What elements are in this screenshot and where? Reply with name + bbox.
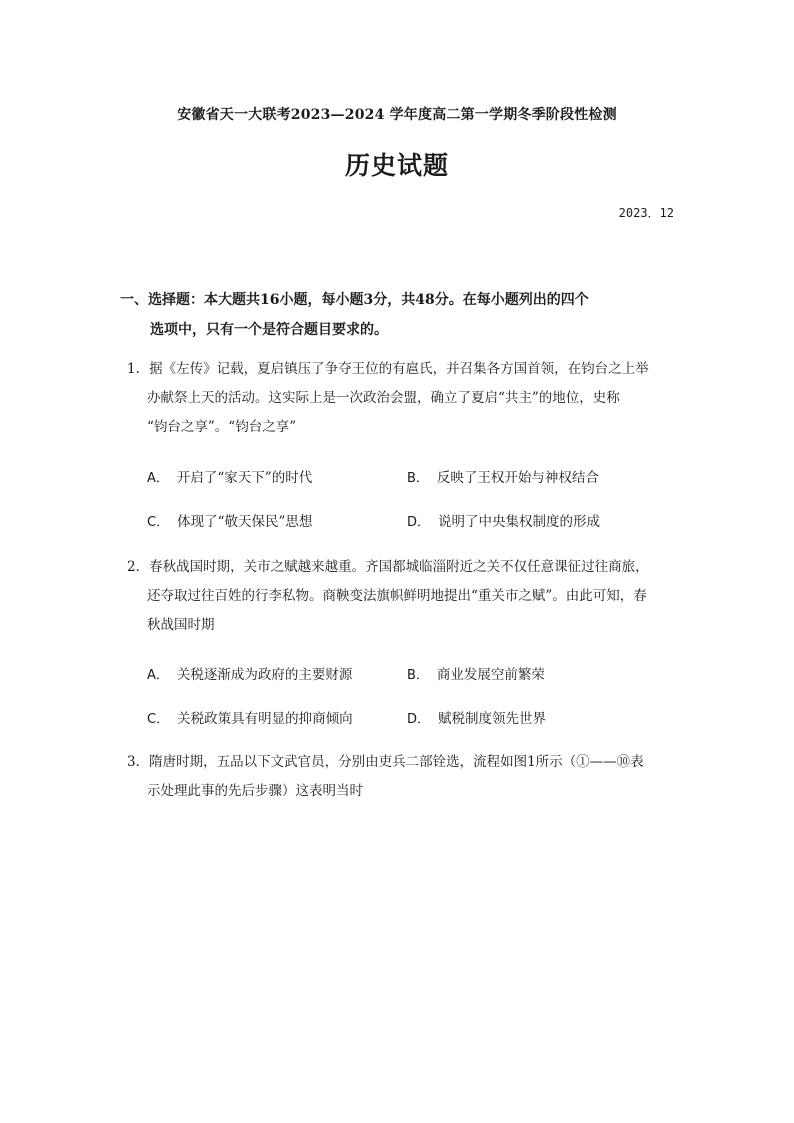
question-1-options: [147, 466, 667, 532]
question-1-line-2: 办献祭上天的活动。这实际上是一次政治会盟，确立了夏启“共主”的地位，史称: [147, 390, 620, 406]
option-b[interactable]: B． 商业发展空前繁荣: [407, 667, 545, 683]
section-heading-line1: 一、选择题：本大题共16小题，每小题3分，共48分。在每小题列出的四个: [120, 292, 589, 308]
option-row: [147, 707, 667, 729]
option-a[interactable]: A． 关税逐渐成为政府的主要财源: [147, 667, 353, 683]
question-3: [127, 748, 675, 806]
question-number: 3．: [127, 754, 150, 770]
section-heading: [120, 285, 680, 345]
section-heading-line2: 选项中，只有一个是符合题目要求的。: [150, 322, 388, 338]
option-c[interactable]: C． 体现了“敬天保民”思想: [147, 514, 313, 530]
subject-title: 历史试题: [344, 151, 449, 180]
question-1-line-3: “钧台之享”。“钧台之享”: [147, 419, 297, 435]
question-1: [127, 355, 675, 442]
question-3-line-1: 3．隋唐时期，五品以下文武官员，分别由吏兵二部铨选，流程如图1所示（①——⑩表: [127, 754, 644, 770]
question-3-line-2: 示处理此事的先后步骤）这表明当时: [147, 783, 363, 799]
option-a[interactable]: A． 开启了“家天下”的时代: [147, 470, 313, 486]
question-number: 1．: [127, 361, 150, 377]
question-number: 2．: [127, 559, 150, 575]
option-row: [147, 466, 667, 488]
option-d[interactable]: D． 说明了中央集权制度的形成: [407, 514, 601, 530]
exam-title: 安徽省天一大联考2023—2024 学年度高二第一学期冬季阶段性检测: [177, 107, 617, 123]
option-c[interactable]: C． 关税政策具有明显的抑商倾向: [147, 711, 353, 727]
option-row: [147, 663, 667, 685]
option-b[interactable]: B． 反映了王权开始与神权结合: [407, 470, 599, 486]
option-d[interactable]: D． 赋税制度领先世界: [407, 711, 547, 727]
question-2: [127, 553, 675, 640]
question-1-line-1: 1．据《左传》记载，夏启镇压了争夺王位的有扈氏，并召集各方国首领，在钧台之上举: [127, 361, 649, 377]
option-row: [147, 510, 667, 532]
question-2-line-2: 还夺取过往百姓的行李私物。商鞅变法旗帜鲜明地提出“重关市之赋”。由此可知，春: [147, 588, 647, 604]
exam-date: 2023．12: [618, 206, 674, 220]
question-2-options: [147, 663, 667, 729]
question-2-line-1: 2．春秋战国时期，关市之赋越来越重。齐国都城临淄附近之关不仅任意课征过往商旅，: [127, 559, 649, 575]
question-2-line-3: 秋战国时期: [147, 617, 215, 633]
